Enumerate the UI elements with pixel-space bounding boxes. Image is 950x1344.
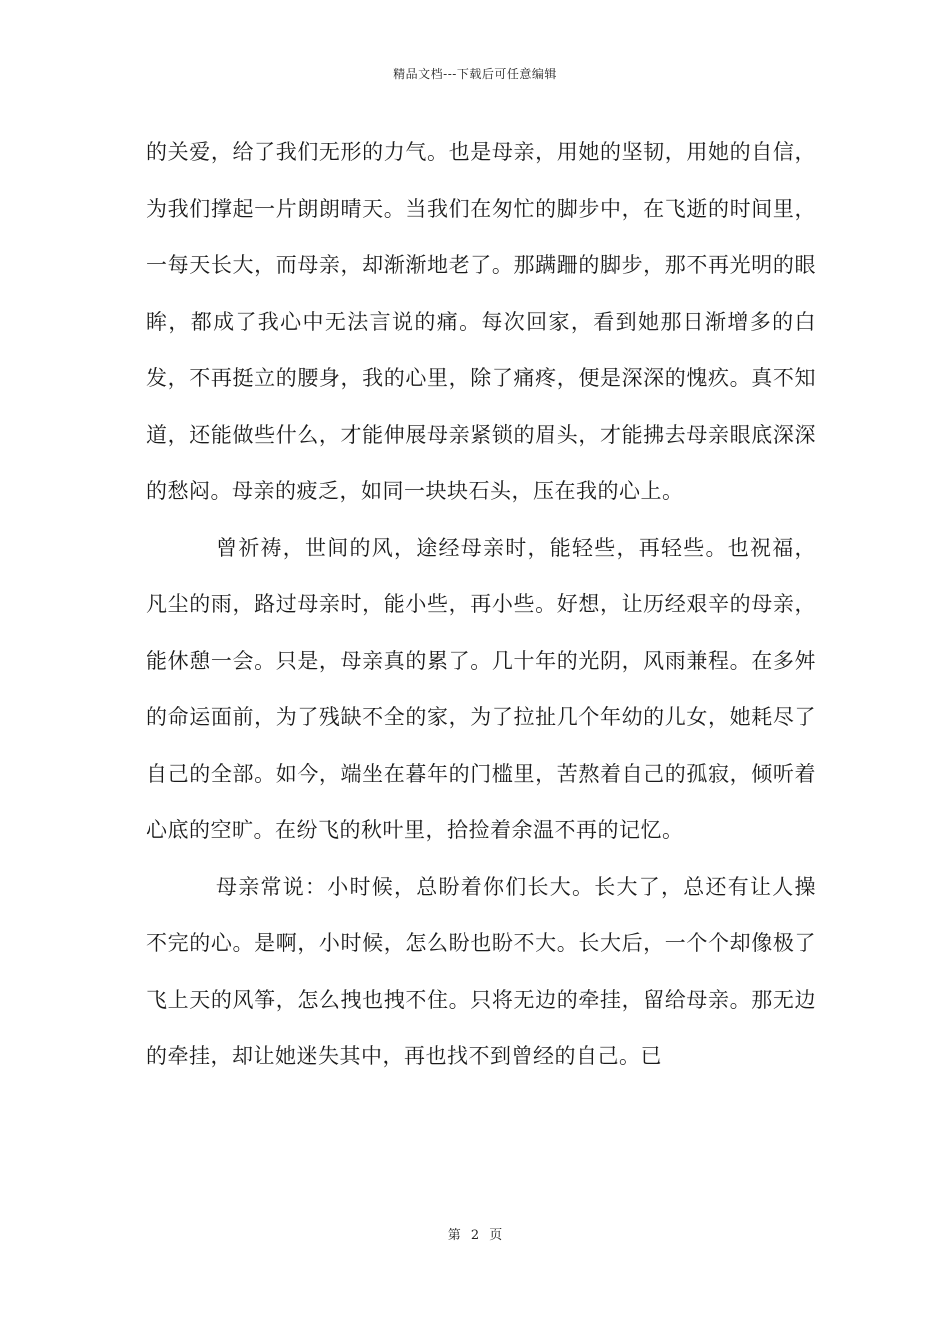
page-footer	[0, 1227, 950, 1245]
page-number-suffix: 页	[489, 1228, 503, 1243]
page-number: 2	[470, 1228, 480, 1243]
page-number-prefix: 第	[447, 1228, 461, 1243]
paragraph-1: 的关爱，给了我们无形的力气。也是母亲，用她的坚韧，用她的自信，为我们撑起一片朗朗晴天。当我们在匆忙的脚步中，在飞逝的时间里，一每天长大，而母亲，却渐渐地老了。那蹒跚的脚步，那不再光明的眼眸，都成了我心中无法言说的痛。每次回家，看到她那日渐增多的白发，不再挺立的腰身，我的心里，除了痛疼，便是深深的愧疚。真不知道，还能做些什么，才能伸展母亲紧锁的眉头，才能拂去母亲眼底深深的愁闷。母亲的疲乏，如同一块块石头，压在我的心上。	[146, 140, 816, 503]
article-body	[146, 124, 816, 1085]
paragraph-3: 母亲常说：小时候，总盼着你们长大。长大了，总还有让人操不完的心。是啊，小时候，怎么盼也盼不大。长大后，一个个却像极了飞上天的风筝，怎么拽也拽不住。只将无边的牵挂，留给母亲。那无边的牵挂，却让她迷失其中，再也找不到曾经的自己。已	[146, 874, 816, 1068]
paragraph-2: 曾祈祷，世间的风，途经母亲时，能轻些，再轻些。也祝福，凡尘的雨，路过母亲时，能小些，再小些。好想，让历经艰辛的母亲，能休憩一会。只是，母亲真的累了。几十年的光阴，风雨兼程。在多舛的命运面前，为了残缺不全的家，为了拉扯几个年幼的儿女，她耗尽了自己的全部。如今，端坐在暮年的门槛里，苦熬着自己的孤寂，倾听着心底的空旷。在纷飞的秋叶里，拾捡着余温不再的记忆。	[146, 535, 816, 842]
header-text: 精品文档---下载后可任意编辑	[393, 67, 557, 81]
page-header	[0, 66, 950, 82]
